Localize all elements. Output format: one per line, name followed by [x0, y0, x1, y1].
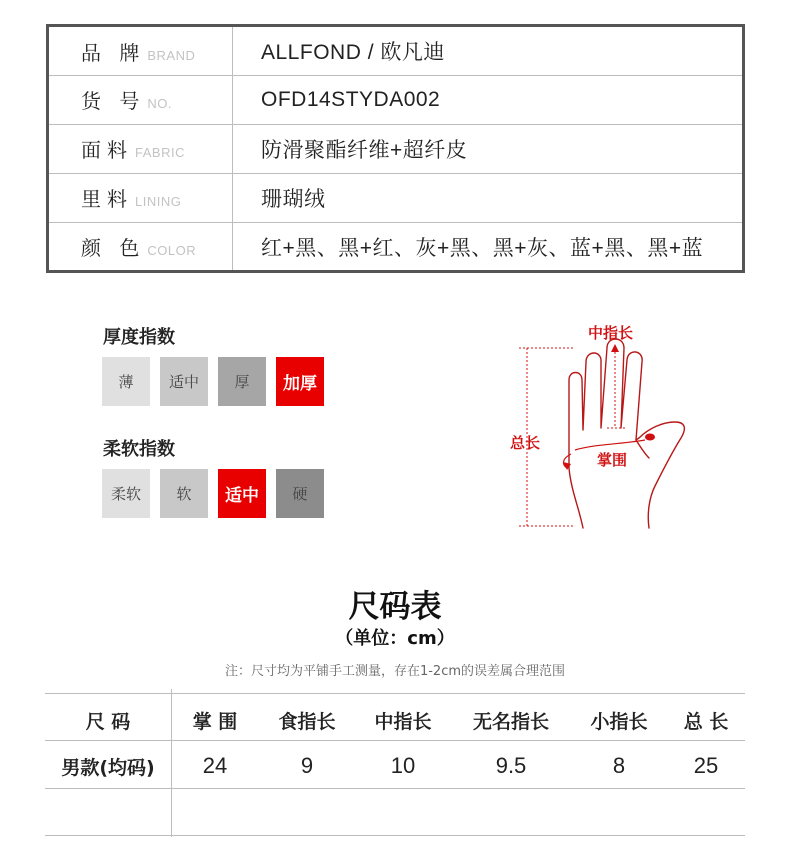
spec-label-cn: 颜 色	[81, 236, 146, 260]
softness-title: 柔软指数	[103, 439, 175, 460]
size-header: 尺 码	[85, 711, 131, 733]
spec-value-no: OFD14STYDA002	[261, 87, 441, 111]
spec-label-cn: 货 号	[81, 89, 146, 113]
spec-row-fabric	[49, 124, 742, 172]
size-row-label: 男款(均码)	[61, 757, 155, 779]
spec-label-en: BRAND	[147, 47, 196, 63]
table-rule	[45, 693, 745, 694]
spec-label-en: COLOR	[147, 243, 197, 258]
size-header: 小指长	[590, 711, 648, 733]
softness-level: 适中	[218, 469, 266, 518]
spec-label-en: FABRIC	[135, 145, 185, 160]
spec-row-lining	[49, 173, 742, 221]
spec-value-color: 红+黑、黑+红、灰+黑、黑+灰、蓝+黑、黑+蓝	[261, 236, 704, 260]
table-rule	[45, 835, 745, 836]
total-length-label: 总长	[510, 434, 541, 452]
size-header: 食指长	[278, 711, 336, 733]
spec-label	[81, 183, 181, 212]
palm-girth-label: 掌围	[597, 451, 628, 469]
softness-level: 软	[160, 469, 208, 518]
middle-finger-label: 中指长	[588, 324, 634, 342]
thickness-level: 薄	[102, 357, 150, 406]
size-chart-title: 尺码表	[348, 589, 442, 625]
spec-row-brand	[49, 27, 742, 75]
thickness-level: 厚	[218, 357, 266, 406]
size-table	[45, 693, 745, 837]
spec-label-en: NO.	[147, 96, 172, 111]
size-header: 总 长	[683, 711, 729, 733]
thickness-scale	[102, 357, 324, 406]
spec-row-color	[49, 222, 742, 270]
spec-label	[81, 134, 185, 163]
spec-label-cn: 品 牌	[81, 40, 146, 65]
thickness-level: 加厚	[276, 357, 324, 406]
size-chart-unit: （单位：cm）	[335, 628, 455, 649]
size-value: 9.5	[495, 753, 527, 778]
size-header: 无名指长	[472, 711, 549, 733]
thickness-title: 厚度指数	[103, 327, 175, 348]
softness-level: 硬	[276, 469, 324, 518]
softness-scale	[102, 469, 324, 518]
size-value: 9	[300, 753, 314, 778]
spec-table	[46, 24, 745, 273]
spec-label	[81, 85, 172, 114]
size-value: 8	[612, 753, 626, 778]
spec-label	[81, 232, 196, 261]
spec-value-brand: ALLFOND / 欧凡迪	[261, 41, 445, 64]
hand-outline-icon	[505, 318, 705, 538]
size-value: 10	[390, 753, 416, 778]
table-rule	[45, 740, 745, 741]
spec-label-cn: 面料	[81, 138, 133, 162]
spec-value-fabric: 防滑聚酯纤维+超纤皮	[261, 138, 468, 162]
thickness-level: 适中	[160, 357, 208, 406]
spec-label-en: LINING	[135, 194, 182, 209]
spec-value-lining: 珊瑚绒	[261, 187, 326, 211]
size-value: 24	[202, 753, 228, 778]
spec-label	[81, 37, 195, 66]
size-header: 中指长	[374, 711, 432, 733]
size-header: 掌 围	[192, 711, 238, 733]
hand-measure-diagram	[505, 318, 705, 538]
size-chart-note: 注：尺寸均为平铺手工测量，存在1-2cm的误差属合理范围	[224, 664, 566, 679]
spec-label-cn: 里料	[81, 187, 133, 211]
size-value: 25	[693, 753, 719, 778]
softness-level: 柔软	[102, 469, 150, 518]
table-rule	[45, 788, 745, 789]
spec-row-no	[49, 75, 742, 123]
